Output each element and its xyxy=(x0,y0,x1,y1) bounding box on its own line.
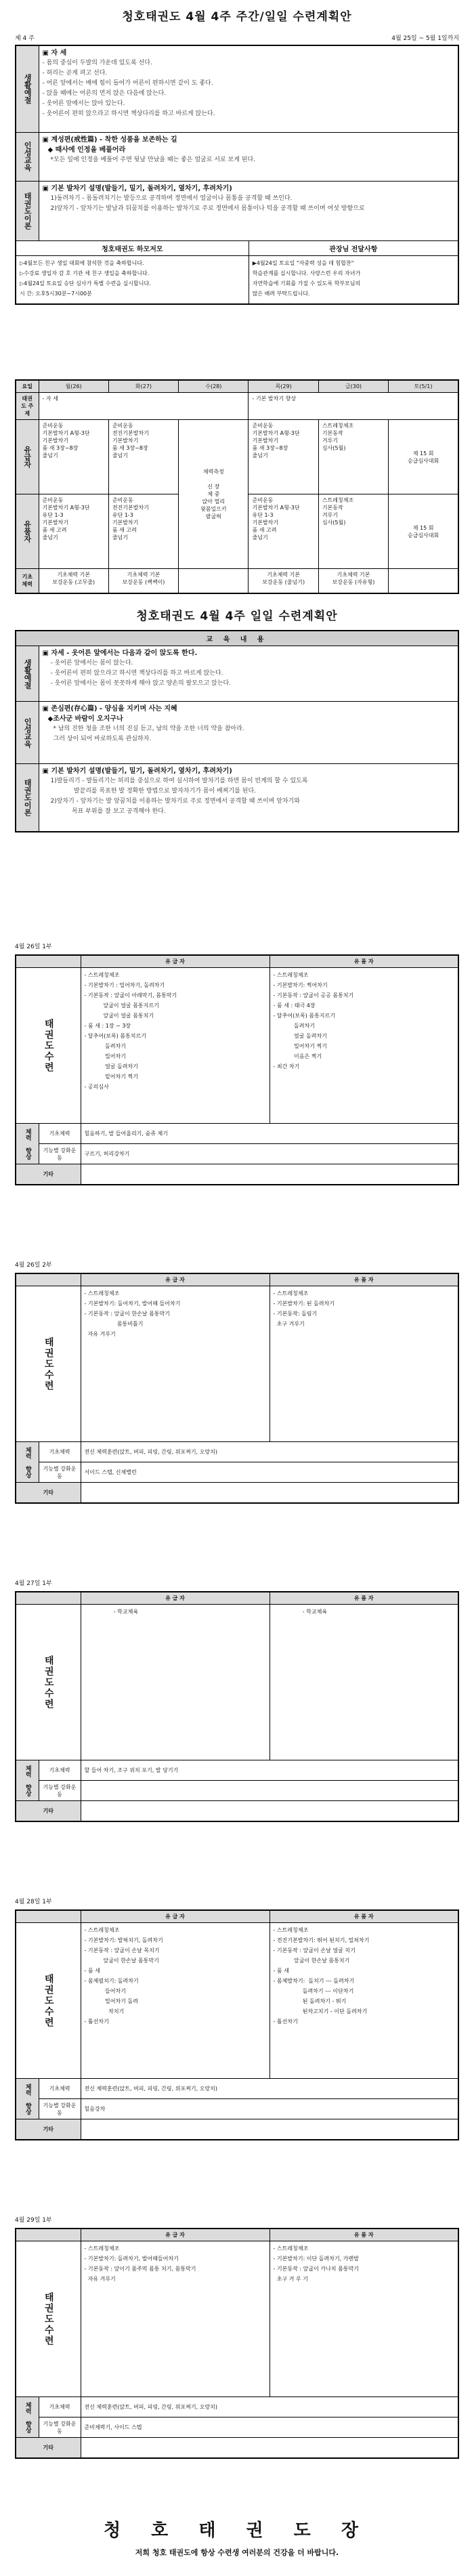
day-block xyxy=(15,1578,459,1822)
notice-line: 시 간: 오후5시30분~7시00분 xyxy=(20,290,92,297)
notice-body-row xyxy=(16,255,458,304)
left-line: - 스트레칭체조 xyxy=(84,1927,120,1933)
left-line: - 품 새 xyxy=(84,1968,100,1974)
daily-row xyxy=(16,646,458,702)
left-line: 차치기 xyxy=(84,2008,125,2014)
day-main-row xyxy=(16,1286,458,1442)
row-line: - 앉을 때에는 어른의 먼저 앉은 다음에 앉는다. xyxy=(42,90,167,97)
fitness-col: 기초체력 xyxy=(39,2079,81,2099)
right-line: - 품 새 xyxy=(273,1968,289,1974)
footer xyxy=(15,2516,459,2558)
left-line: - 기본발차기: 돌려차기, 발어때들어차기 xyxy=(84,2256,179,2262)
fitness-row xyxy=(16,1760,458,1781)
left-line: 앞굽이 얼굴 몸통지르기 xyxy=(84,1002,159,1009)
etc-content xyxy=(81,2438,458,2458)
right-line: - 학교체육 xyxy=(273,1609,328,1615)
day-header-row xyxy=(16,955,458,968)
schedule-cell: 스트레칭체조 기본동작 겨루기 심사(5월) xyxy=(318,494,388,569)
daily-row xyxy=(16,764,458,832)
left-line: - 기본발차기: 발혀치기, 돌려차기 xyxy=(84,1937,163,1943)
daily-line: 2)앞차기 - 앞차기는 발 앞꿈치를 이용하는 발차기로 주로 정면에서 공격할 때 쓰이며 앞차기와 xyxy=(50,798,300,805)
schedule-cell: 스트레칭체조 기본동작 겨루기 심사(5월) xyxy=(318,420,388,494)
fitness-text: 할 들어 차기, 조구 위치 포기, 발 당기기 xyxy=(81,1760,458,1781)
etc-row xyxy=(16,2438,458,2458)
etc-label: 기타 xyxy=(16,1801,81,1821)
fitness-col: 기초체력 xyxy=(39,2397,81,2417)
row-content xyxy=(39,45,458,132)
row-line: 2)앞차기 - 앞차기는 발날과 뒤꿈치를 이용하는 발차기로 주로 정면에서 몸통이나 턱을 공격할 때 쓰이며 여섯 방향으로 xyxy=(50,205,365,212)
daily-line: - 웃어른 앞에서는 몸이 앉는다. xyxy=(50,660,133,667)
fitness-row xyxy=(16,1124,458,1144)
notice2-line: ▶4월24일 토요일 "자중력 성을 데 힘합찬" xyxy=(252,259,354,266)
left-content xyxy=(81,968,270,1124)
left-content xyxy=(81,1605,270,1760)
fitness-text2: 서이드 스텝, 신체밸런 xyxy=(81,1462,458,1483)
right-line: - 톨선차기 xyxy=(273,2019,298,2025)
schedule-cell: 준비운동 기본발차기 A형-3단 기본발차기 품 새 3장~8장 줄넘기 xyxy=(39,420,108,494)
day-header-spacer xyxy=(16,1273,81,1286)
row-line: *모든 일에 인정을 베풀어 주면 뒷날 만났을 때는 좋은 얼굴로 서로 보게 된다. xyxy=(50,156,256,163)
week-period: 4월 25일 ~ 5월 1일까지 xyxy=(391,35,459,42)
fitness-label: 체력 향상 xyxy=(16,2079,39,2119)
fitness-text: 전신 체력훈련(앉트, 버피, 피링, 간링, 위포쩌기, 오랑치) xyxy=(81,2397,458,2417)
etc-row xyxy=(16,1801,458,1821)
goal-header: 교 육 내 용 xyxy=(16,631,458,646)
left-line: 앞굽이 얼굴 몸통치기 xyxy=(84,1013,154,1019)
left-line: - 기본동작 : 앞이기 몸주먹 몸통 치기, 몸통막기 xyxy=(84,2266,196,2272)
notice-title: 청호태권도 하모저모 xyxy=(16,240,249,255)
left-line: - 몸체펼치기: 돌려차기 xyxy=(84,1978,139,1984)
schedule-days-row xyxy=(16,380,458,393)
day-date: 4월 28일 1부 xyxy=(15,1899,52,1905)
schedule-cell: 기초체력 기본 보강운동 (쌕쌕이) xyxy=(108,569,178,593)
etc-content xyxy=(81,1801,458,1821)
left-content xyxy=(81,1923,270,2079)
day-main-row xyxy=(16,968,458,1124)
notice-header-row xyxy=(16,240,458,255)
schedule-cell xyxy=(179,569,249,593)
topic-right: - 기본 발차기 향상 xyxy=(249,393,458,420)
schedule-cell: 준비운동 기본발차기 A형-3단 유단 1-3 기본발차기 품 새 고려 줄넘기 xyxy=(39,494,108,569)
fitness-text: 힐음하기, 발 들어올리기, 숨쥬 체기 xyxy=(81,1124,458,1144)
schedule-header-label: 요일 xyxy=(16,380,39,393)
schedule-row-label: 유급자 xyxy=(16,420,39,494)
schedule-grid xyxy=(15,379,459,594)
topic-left: - 자 세 xyxy=(39,393,249,420)
etc-row xyxy=(16,1164,458,1185)
schedule-cell: 기초체력 기본 보강운동 (자유형) xyxy=(318,569,388,593)
schedule-cell: 준비운동 기본발차기 A형-3단 기본발차기 품 새 3장~8장 줄넘기 xyxy=(249,420,318,494)
fitness-row xyxy=(16,2397,458,2417)
schedule-cell xyxy=(389,569,458,593)
schedule-cell: 준비운동 기본발차기 A형-3단 유단 1-3 기본발차기 품 새 고려 줄넘기 xyxy=(249,494,318,569)
weekly-row xyxy=(16,45,458,132)
footer-note: 저희 청호 태권도에 항상 수련생 여러분의 건강을 더 바랍니다. xyxy=(135,2548,339,2557)
left-line: - 학교체육 xyxy=(84,1609,139,1615)
left-line: - 달추어(보폭) 몸통치르기 xyxy=(84,1033,146,1039)
daily-line: 1)발들리기 - 발들리기는 허리를 중심으로 하여 실시하여 발차기를 하면 몸이 빈계의 할 수 있도록 xyxy=(50,778,310,784)
left-header: 유 급 자 xyxy=(81,955,270,968)
right-header: 유 품 자 xyxy=(270,1592,458,1605)
notice2-content xyxy=(249,255,458,304)
fitness-row xyxy=(16,2079,458,2099)
fitness-text2: 준비체력기, 사이드 스텝 xyxy=(81,2417,458,2438)
notice2-title: 관장님 전달사항 xyxy=(249,240,458,255)
right-line: - 달추어(보폭) 몸통지르기 xyxy=(273,1013,335,1019)
left-line: 자유 겨루기 xyxy=(84,2276,116,2282)
etc-content xyxy=(81,1483,458,1503)
schedule-cell: 준비운동 전진기본발차기 유단 1-3 기본발차기 품 새 고려 줄넘기 xyxy=(108,494,178,569)
left-line: 몸통비틀기 xyxy=(84,1321,144,1327)
daily-title: 청호태권도 4월 4주 일일 수련계획안 xyxy=(136,610,338,623)
side-label: 태권도수련 xyxy=(16,968,81,1124)
daily-line: 그러 상이 되어 바로하도록 관심하자. xyxy=(53,736,152,742)
right-line: 얼굴 돌려차기 xyxy=(273,1033,327,1039)
daily-row-label: 태권도이론 xyxy=(16,764,39,832)
right-line: 초구 겨 루 기 xyxy=(273,2276,308,2282)
right-content xyxy=(270,968,458,1124)
right-content xyxy=(270,1923,458,2079)
daily-row-content xyxy=(39,702,458,764)
day-header-spacer xyxy=(16,955,81,968)
daily-row-head: ▣ 기본 발차기 설명(발들기, 밀기, 돌려차기, 옆차기, 후려차기) xyxy=(42,767,232,775)
row-line: - 몸의 중심이 두발의 가운데 있도록 선다. xyxy=(42,60,152,66)
left-content xyxy=(81,1286,270,1442)
fitness-text2: 힐음강차 xyxy=(81,2099,458,2119)
fitness-label: 체력 향상 xyxy=(16,2397,39,2438)
fitness-text2 xyxy=(81,1781,458,1801)
row-head: ▣ 계성편(戒性篇) - 착한 성품을 보존하는 길 xyxy=(42,135,177,144)
day-header-spacer xyxy=(16,1592,81,1605)
left-line: - 품 새 : 1장 ~ 3장 xyxy=(84,1023,131,1029)
schedule-cell: 준비운동 전진기본발차기 기본발차기 품 새 3장~8장 줄넘기 xyxy=(108,420,178,494)
schedule-row xyxy=(16,569,458,593)
daily-line: - 웃어른이 편히 앉으라고 하시면 책상다리를 하고 바르게 앉는다. xyxy=(50,670,223,677)
row-line: - 웃어른 앞에서는 앉아 있는다. xyxy=(42,100,125,107)
right-line: - 스트레칭체조 xyxy=(273,972,309,978)
right-content xyxy=(270,1605,458,1760)
right-line: - 기본발차기: 이단 돌려차기, 카렌발 xyxy=(273,2256,359,2262)
left-line: - 기본동작 : 앞굽이 한손날 몸통막기 xyxy=(84,1311,170,1317)
left-line: 들어차기 xyxy=(84,1988,126,1994)
topic-label: 태권도 주 제 xyxy=(16,393,39,420)
schedule-topic-row xyxy=(16,393,458,420)
right-line: - 기본발차기: 찍어차기 xyxy=(273,982,328,988)
fitness-label: 체력 향상 xyxy=(16,1760,39,1801)
day-table xyxy=(15,1909,459,2140)
row-line: - 허리는 곧게 펴고 선다. xyxy=(42,70,108,77)
left-line: 얼굴 돌려차기 xyxy=(84,1063,138,1070)
day-block xyxy=(15,2215,459,2459)
schedule-row-label: 기초체력 xyxy=(16,569,39,593)
side-label: 태권도수련 xyxy=(16,1923,81,2079)
etc-content xyxy=(81,2119,458,2140)
day-block xyxy=(15,1260,459,1504)
day-date: 4월 27일 1부 xyxy=(15,1580,52,1587)
right-line: 초구 겨루기 xyxy=(273,1321,305,1327)
left-line: - 기본발차기 : 밀어차기, 돌려차기 xyxy=(84,982,165,988)
left-line: - 스트레칭체조 xyxy=(84,2245,120,2252)
fitness-row-2 xyxy=(16,1144,458,1164)
daily-row-label: 인성교육 xyxy=(16,702,39,764)
weekly-table xyxy=(15,45,459,305)
daily-row-content xyxy=(39,646,458,702)
schedule-cell: 기초체력 기본 보강운동 (줄넘기) xyxy=(249,569,318,593)
notice-line: ▷수강료 생일자 감 호 기관 세 친구 생일을 축하합니다. xyxy=(20,270,150,276)
day-header-row xyxy=(16,1592,458,1605)
etc-label: 기타 xyxy=(16,2119,81,2140)
fitness-row-2 xyxy=(16,1781,458,1801)
fitness-text2: 구르기, 허리강차기 xyxy=(81,1144,458,1164)
weekly-row xyxy=(16,181,458,240)
right-line: 돌려차기 xyxy=(273,1023,315,1029)
fitness-col: 기초체력 xyxy=(39,1124,81,1144)
day-date: 4월 29일 1부 xyxy=(15,2217,52,2224)
right-header: 유 품 자 xyxy=(270,1910,458,1923)
schedule-cell: 제 15 회 승급심사대회 xyxy=(389,420,458,494)
row-label: 인성교육 xyxy=(16,132,39,181)
etc-label: 기타 xyxy=(16,1483,81,1503)
notice-line: ▷4월모든 친구 생일 대회에 참석한 것을 축하합니다. xyxy=(20,259,144,266)
right-line: 된 돌려차기 - 뛰기 xyxy=(273,1998,347,2004)
left-line: 앞굽이 한손날 몸통막기 xyxy=(84,1958,159,1964)
left-line: - 기본동작 : 앞굽이 손날 목치기 xyxy=(84,1947,160,1954)
left-header: 유 급 자 xyxy=(81,2229,270,2241)
notice2-line: 자연학습에 기회를 가질 수 있도록 학부모님의 xyxy=(252,280,361,287)
fitness-col2: 기능별 강화운동 xyxy=(39,1462,81,1483)
left-line: - 공의심사 xyxy=(84,1084,109,1090)
left-header: 유 급 자 xyxy=(81,1910,270,1923)
fitness-col2: 기능별 강화운동 xyxy=(39,1781,81,1801)
row-head: ▣ 기본 발차기 설명(발들기, 밀기, 돌려차기, 옆차기, 후려차기) xyxy=(42,184,232,192)
fitness-col: 기초체력 xyxy=(39,1760,81,1781)
day-main-row xyxy=(16,1605,458,1760)
daily-line: * 남의 진한 청을 조한 너의 진실 듣고, 남의 약을 조한 너의 약을 참아라. xyxy=(53,725,244,732)
right-content xyxy=(270,2241,458,2397)
left-line: 자유 겨루기 xyxy=(84,1331,116,1337)
left-line: 밑어차기 찍기 xyxy=(84,1074,138,1080)
right-header: 유 품 자 xyxy=(270,955,458,968)
daily-line: 목표 부위를 잘 보고 공격해야 한다. xyxy=(50,808,166,815)
daily-row-content xyxy=(39,764,458,832)
row-line: - 웃어른이 편히 앉으라고 하시면 책상다리를 하고 바르게 앉는다. xyxy=(42,110,215,117)
fitness-col2: 기능별 강화운동 xyxy=(39,2417,81,2438)
fitness-label: 체력 향상 xyxy=(16,1442,39,1483)
notice2-line: 학습관계를 실시합니다. 사랑스런 우리 자녀가 xyxy=(252,270,361,276)
right-line: - 기본동작: 돌림기 xyxy=(273,1311,318,1317)
daily-row-head: ▣ 존심편(存心篇) - 양심을 지키며 사는 지혜 xyxy=(42,705,177,713)
daily-line: - 웃어른 앞에서는 몸이 꼿꼿하게 해야 앉고 양손의 팔모으고 앉는다. xyxy=(50,680,232,687)
notice2-line: 많은 배려 부탁드립니다. xyxy=(252,290,310,297)
right-line: - 기본발차기: 된 돌려차기 xyxy=(273,1301,335,1307)
day-header-row xyxy=(16,1910,458,1923)
schedule-cell: 기초체력 기본 보강운동 (고무줄) xyxy=(39,569,108,593)
day-header: 토(5/1) xyxy=(389,380,458,393)
day-table xyxy=(15,2228,459,2459)
etc-label: 기타 xyxy=(16,1164,81,1185)
weekly-plan xyxy=(15,7,459,305)
day-block xyxy=(15,1897,459,2140)
right-line: - 품 새 : 태극 4장 xyxy=(273,1002,316,1009)
fitness-col: 기초체력 xyxy=(39,1442,81,1462)
fitness-row xyxy=(16,1442,458,1462)
fitness-row-2 xyxy=(16,2099,458,2119)
footer-name: 청 호 태 권 도 장 xyxy=(104,2520,370,2541)
left-line: - 스트레칭체조 xyxy=(84,972,120,978)
fitness-text: 전신 체력훈련(앉트, 버피, 피링, 간링, 위포쩌기, 오랑치) xyxy=(81,1442,458,1462)
daily-plan xyxy=(15,606,459,832)
etc-row xyxy=(16,2119,458,2140)
left-header: 유 급 자 xyxy=(81,1592,270,1605)
left-content xyxy=(81,2241,270,2397)
left-line: - 톨선차기 xyxy=(84,2019,109,2025)
day-table xyxy=(15,1591,459,1822)
row-sub: ◆ 때사에 인정을 베풀어라 xyxy=(47,146,126,154)
right-line: - 전진기본발차기: 뛰어 된치기, 밀쳐차기 xyxy=(273,1937,370,1943)
fitness-label: 체력 향상 xyxy=(16,1124,39,1164)
right-line: - 기본동작 : 앞굽이 카나치 몸통막기 xyxy=(273,2266,359,2272)
row-content xyxy=(39,181,458,240)
etc-content xyxy=(81,1164,458,1185)
daily-row-sub: ◆조사군 바람이 오지구나 xyxy=(47,715,123,723)
day-header: 수(28) xyxy=(179,380,249,393)
fitness-col2: 기능별 강화운동 xyxy=(39,1144,81,1164)
right-line: - 스트레칭체조 xyxy=(273,1290,309,1296)
right-line: 이음은 찍기 xyxy=(273,1053,322,1059)
right-header: 유 품 자 xyxy=(270,2229,458,2241)
schedule-row xyxy=(16,420,458,494)
day-main-row xyxy=(16,1923,458,2079)
row-head: ▣ 자 세 xyxy=(42,49,67,57)
fitness-col2: 기능별 강화운동 xyxy=(39,2099,81,2119)
left-line: - 기본발차기: 돌어차기, 발어때 들어차기 xyxy=(84,1301,181,1307)
weekly-row xyxy=(16,132,458,181)
left-line: - 기본동작 : 앞굽이 아래막기, 몸통막기 xyxy=(84,992,177,998)
right-line: - 몸체발차기: 돌치기 --- 돌려차기 xyxy=(273,1978,355,1984)
daily-row-label: 생활예절 xyxy=(16,646,39,702)
right-line: 앞굽이 한손날 몸통치기 xyxy=(273,1958,350,1964)
row-line: 1)돌려차기 - 몸돌려치기는 발등으로 공격하며 정면에서 얼굴이나 몸통을 공격할 때 쓰인다. xyxy=(50,194,293,202)
left-header: 유 급 자 xyxy=(81,1273,270,1286)
day-table xyxy=(15,954,459,1185)
right-content xyxy=(270,1286,458,1442)
left-line: 밀어차기 돌려 xyxy=(84,1998,138,2004)
schedule-cell: 체력측정 신 장 체 중 앉아 멀리 윗몸일으키 팔굽혀 xyxy=(179,420,249,569)
day-header-spacer xyxy=(16,2229,81,2241)
day-header: 월(26) xyxy=(39,380,108,393)
etc-row xyxy=(16,1483,458,1503)
right-line: 돌려차기 --- 이단차기 xyxy=(273,1988,354,1994)
schedule-row-label: 유품자 xyxy=(16,494,39,569)
schedule-table xyxy=(15,379,459,594)
left-line: - 스트레칭체조 xyxy=(84,1290,120,1296)
day-date: 4월 26일 2부 xyxy=(15,1262,52,1269)
right-header: 유 품 자 xyxy=(270,1273,458,1286)
row-content xyxy=(39,132,458,181)
side-label: 태권도수련 xyxy=(16,2241,81,2397)
daily-row xyxy=(16,702,458,764)
notice-content xyxy=(16,255,249,304)
daily-table xyxy=(15,630,459,832)
right-line: - 스트레칭체조 xyxy=(273,1927,309,1933)
notice-line: ▷4월24일 토요일 승단 심사가 특별 수련을 실시합니다. xyxy=(20,280,151,287)
right-line: - 최간 차기 xyxy=(273,1063,300,1070)
week-number: 제 4 주 xyxy=(15,35,35,42)
side-label: 태권도수련 xyxy=(16,1286,81,1442)
goal-header-row xyxy=(16,631,458,646)
row-label: 생활예절 xyxy=(16,45,39,132)
day-main-row xyxy=(16,2241,458,2397)
right-line: 밀어차기 찍기 xyxy=(273,1043,327,1049)
weekly-title: 청호태권도 4월 4주 주간/일일 수련계획안 xyxy=(122,10,352,24)
left-line: 밀어차기 xyxy=(84,1053,126,1059)
side-label: 태권도수련 xyxy=(16,1605,81,1760)
day-header: 화(27) xyxy=(108,380,178,393)
fitness-text: 전신 체력훈련(앉트, 버피, 피링, 간링, 위포쩌기, 오랑치) xyxy=(81,2079,458,2099)
etc-label: 기타 xyxy=(16,2438,81,2458)
day-date: 4월 26일 1부 xyxy=(15,944,52,950)
right-line: - 기본동작 : 앞굽이 공공 몸통치기 xyxy=(273,992,354,998)
right-line: - 스트레칭체조 xyxy=(273,2245,309,2252)
right-line: 된차고치기 - 이단 돌려차기 xyxy=(273,2008,368,2014)
day-header: 목(29) xyxy=(249,380,318,393)
row-label: 태권도이론 xyxy=(16,181,39,240)
day-header-spacer xyxy=(16,1910,81,1923)
day-block xyxy=(15,942,459,1185)
schedule-cell: 제 15 회 승급심사대회 xyxy=(389,494,458,569)
daily-row-head: ▣ 자세 - 웃어른 앞에서는 다음과 같이 앉도록 한다. xyxy=(42,650,198,657)
day-table xyxy=(15,1273,459,1504)
day-header-row xyxy=(16,2229,458,2241)
day-header-row xyxy=(16,1273,458,1286)
row-line: - 어른 앞에서는 배에 힘이 들어가 어른이 편하시면 같이 도 좋다. xyxy=(42,80,213,87)
daily-line: 발끝리를 목표한 발 정확한 방법으로 발자차기가 몸이 배찌기를 된다. xyxy=(50,788,257,795)
right-line: - 기본동작 : 앞굽이 손날 얼굴 치기 xyxy=(273,1947,356,1954)
fitness-row-2 xyxy=(16,1462,458,1483)
day-header: 금(30) xyxy=(318,380,388,393)
fitness-row-2 xyxy=(16,2417,458,2438)
left-line: 돌려차기 xyxy=(84,1043,126,1049)
